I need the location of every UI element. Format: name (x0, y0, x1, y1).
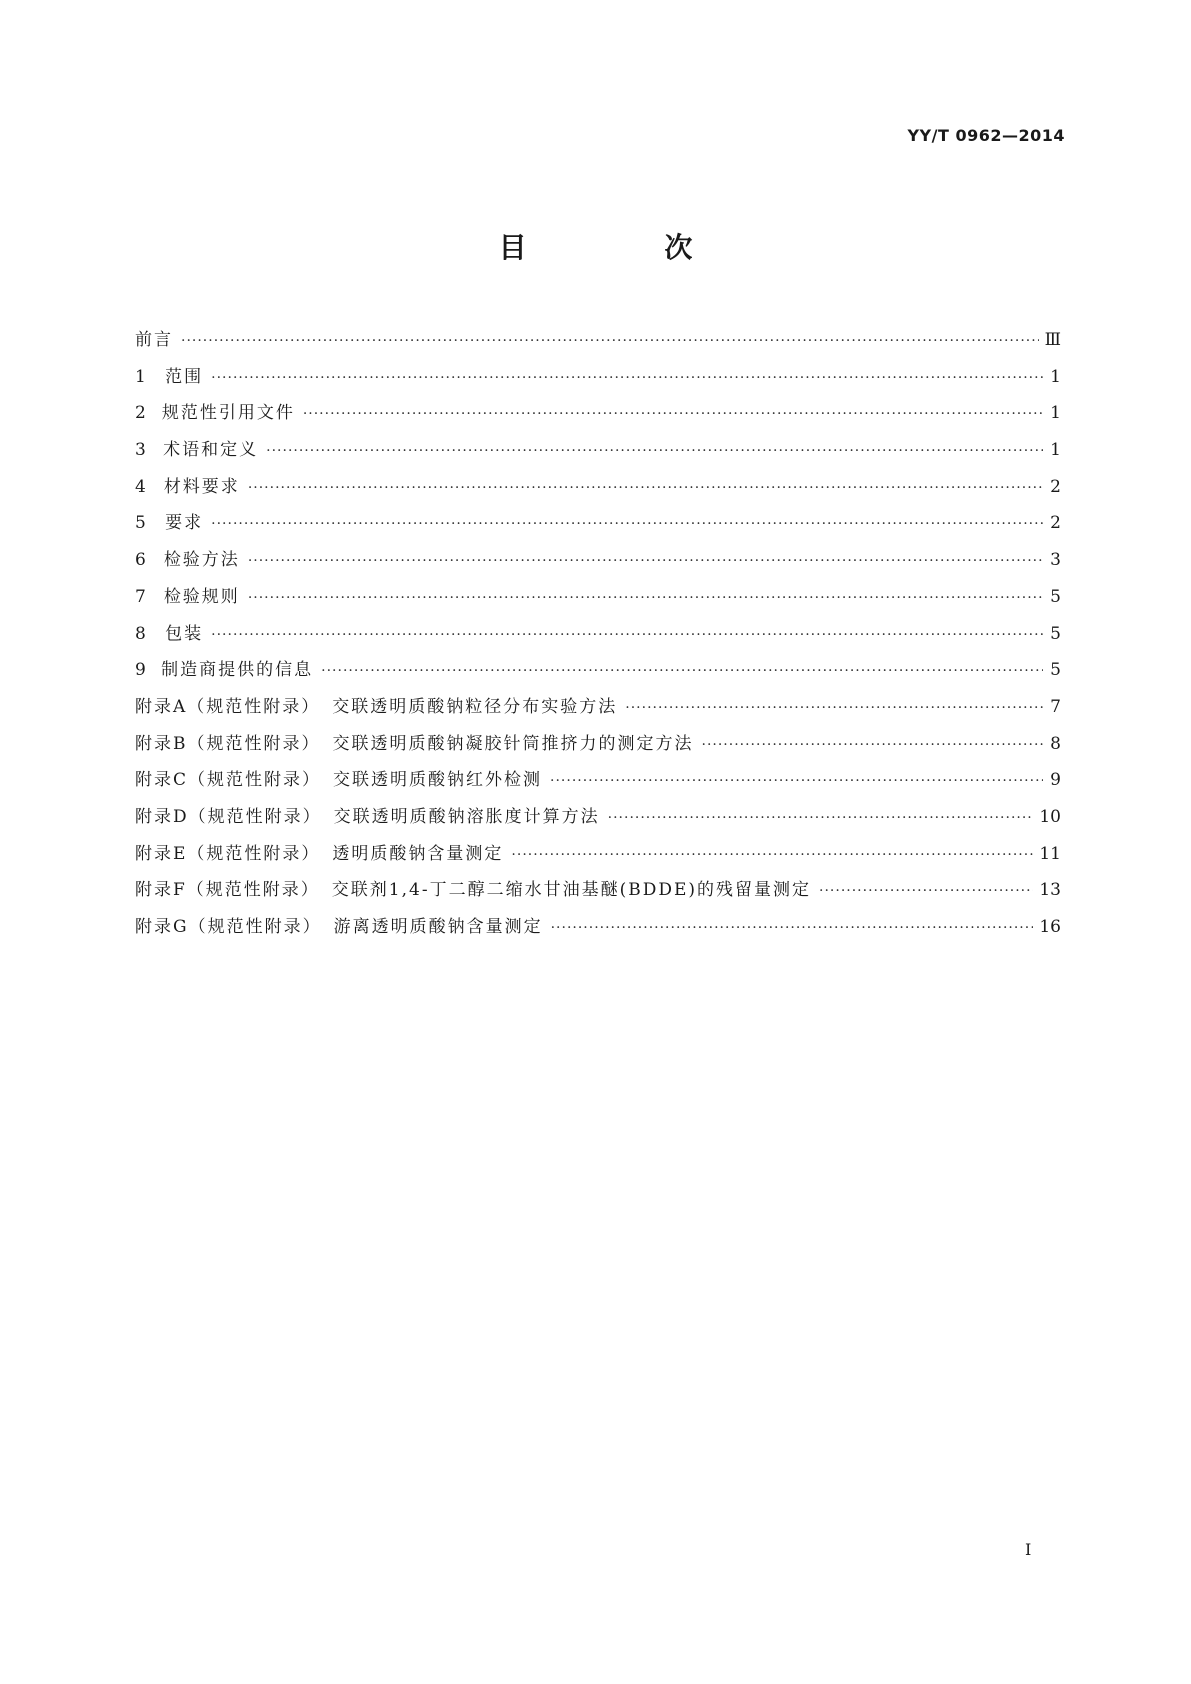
toc-entry-1[interactable] (135, 362, 1061, 399)
toc-annex-title: 交联剂1,4-丁二醇二缩水甘油基醚(BDDE)的残留量测定 (331, 880, 812, 901)
toc-entry-page: 5 (1050, 623, 1061, 644)
toc-entry-label: 术语和定义 (163, 440, 259, 461)
toc-leader-dots (702, 737, 1044, 753)
toc-entry-annex-a[interactable] (135, 692, 1061, 729)
toc-annex-title: 游离透明质酸钠含量测定 (333, 917, 543, 937)
toc-leader-dots (266, 443, 1043, 459)
toc-entry-page: 3 (1050, 550, 1061, 571)
standard-code: YY/T 0962—2014 (907, 126, 1065, 145)
toc-annex-title: 交联透明质酸钠溶胀度计算方法 (333, 806, 600, 827)
toc-annex-title: 交联透明质酸钠凝胶针筒推挤力的测定方法 (332, 733, 694, 754)
toc-annex-label: 附录A（规范性附录） (135, 696, 321, 717)
toc-entry-annex-g[interactable] (135, 912, 1061, 949)
toc-entry-4[interactable] (135, 472, 1061, 509)
page-title: 目 次 (498, 231, 757, 264)
toc-entry-5[interactable] (135, 508, 1061, 545)
toc-entry-page: 2 (1050, 513, 1061, 534)
toc-leader-dots (819, 883, 1033, 899)
toc-entry-9[interactable] (135, 655, 1061, 692)
toc-entry-page: 5 (1050, 586, 1061, 607)
toc-entry-label: 检验方法 (163, 550, 240, 571)
toc-entry-number: 4 (135, 476, 146, 497)
toc-entry-foreword[interactable] (135, 325, 1061, 362)
toc-entry-page: 13 (1039, 880, 1061, 901)
toc-entry-page: 1 (1050, 403, 1061, 424)
toc-entry-page: 5 (1050, 660, 1061, 681)
toc-annex-label: 附录B（规范性附录） (135, 733, 321, 754)
toc-leader-dots (211, 516, 1043, 532)
toc-annex-label: 附录F（规范性附录） (135, 880, 320, 901)
toc-entry-page: 7 (1050, 696, 1061, 717)
toc-leader-dots (248, 553, 1043, 569)
toc-entry-6[interactable] (135, 545, 1061, 582)
toc-leader-dots (211, 627, 1043, 643)
table-of-contents (135, 325, 1061, 949)
toc-annex-label: 附录G（规范性附录） (135, 917, 322, 937)
toc-entry-number: 2 (135, 403, 146, 424)
toc-entry-number: 6 (135, 550, 146, 571)
toc-leader-dots (511, 847, 1033, 863)
toc-entry-7[interactable] (135, 582, 1061, 619)
toc-leader-dots (321, 663, 1043, 679)
toc-entry-page: 16 (1039, 917, 1061, 937)
toc-entry-3[interactable] (135, 435, 1061, 472)
toc-leader-dots (551, 920, 1034, 936)
toc-entry-page: 1 (1050, 366, 1061, 387)
toc-leader-dots (248, 590, 1043, 606)
toc-entry-number: 3 (135, 440, 146, 461)
toc-entry-annex-f[interactable] (135, 875, 1061, 912)
toc-annex-title: 透明质酸钠含量测定 (332, 843, 504, 864)
toc-entry-page: 2 (1050, 476, 1061, 497)
toc-entry-number: 7 (135, 586, 146, 607)
toc-annex-title: 交联透明质酸钠红外检测 (333, 770, 543, 791)
toc-entry-label: 制造商提供的信息 (161, 660, 314, 681)
toc-entry-label: 要求 (165, 513, 204, 534)
toc-annex-title: 交联透明质酸钠粒径分布实验方法 (332, 696, 618, 717)
toc-leader-dots (550, 773, 1043, 789)
toc-entry-number: 1 (135, 366, 146, 387)
toc-entry-annex-d[interactable] (135, 802, 1061, 839)
toc-entry-8[interactable] (135, 619, 1061, 656)
toc-leader-dots (608, 810, 1034, 826)
toc-entry-page: 9 (1050, 770, 1061, 791)
toc-entry-page: 8 (1050, 733, 1061, 754)
toc-entry-page: 11 (1039, 843, 1061, 864)
toc-entry-page: Ⅲ (1044, 330, 1061, 350)
page-number: I (1025, 1540, 1032, 1559)
toc-entry-annex-b[interactable] (135, 729, 1061, 766)
toc-entry-number: 8 (135, 623, 146, 644)
toc-entry-number: 9 (135, 660, 146, 681)
toc-leader-dots (625, 700, 1043, 716)
toc-leader-dots (211, 370, 1043, 386)
toc-entry-label: 范围 (165, 366, 204, 387)
toc-annex-label: 附录C（规范性附录） (135, 770, 322, 791)
toc-entry-2[interactable] (135, 398, 1061, 435)
toc-entry-annex-c[interactable] (135, 765, 1061, 802)
toc-entry-label: 包装 (165, 623, 204, 644)
toc-leader-dots (181, 333, 1039, 349)
toc-entry-label: 检验规则 (163, 586, 240, 607)
toc-entry-page: 1 (1050, 440, 1061, 461)
toc-entry-page: 10 (1039, 806, 1061, 827)
toc-leader-dots (303, 406, 1043, 422)
toc-entry-annex-e[interactable] (135, 839, 1061, 876)
toc-annex-label: 附录E（规范性附录） (135, 843, 321, 864)
toc-entry-number: 5 (135, 513, 146, 534)
toc-entry-label: 材料要求 (163, 476, 240, 497)
toc-annex-label: 附录D（规范性附录） (135, 806, 322, 827)
toc-entry-label: 规范性引用文件 (161, 403, 295, 424)
toc-entry-label: 前言 (135, 330, 173, 350)
toc-leader-dots (248, 480, 1043, 496)
